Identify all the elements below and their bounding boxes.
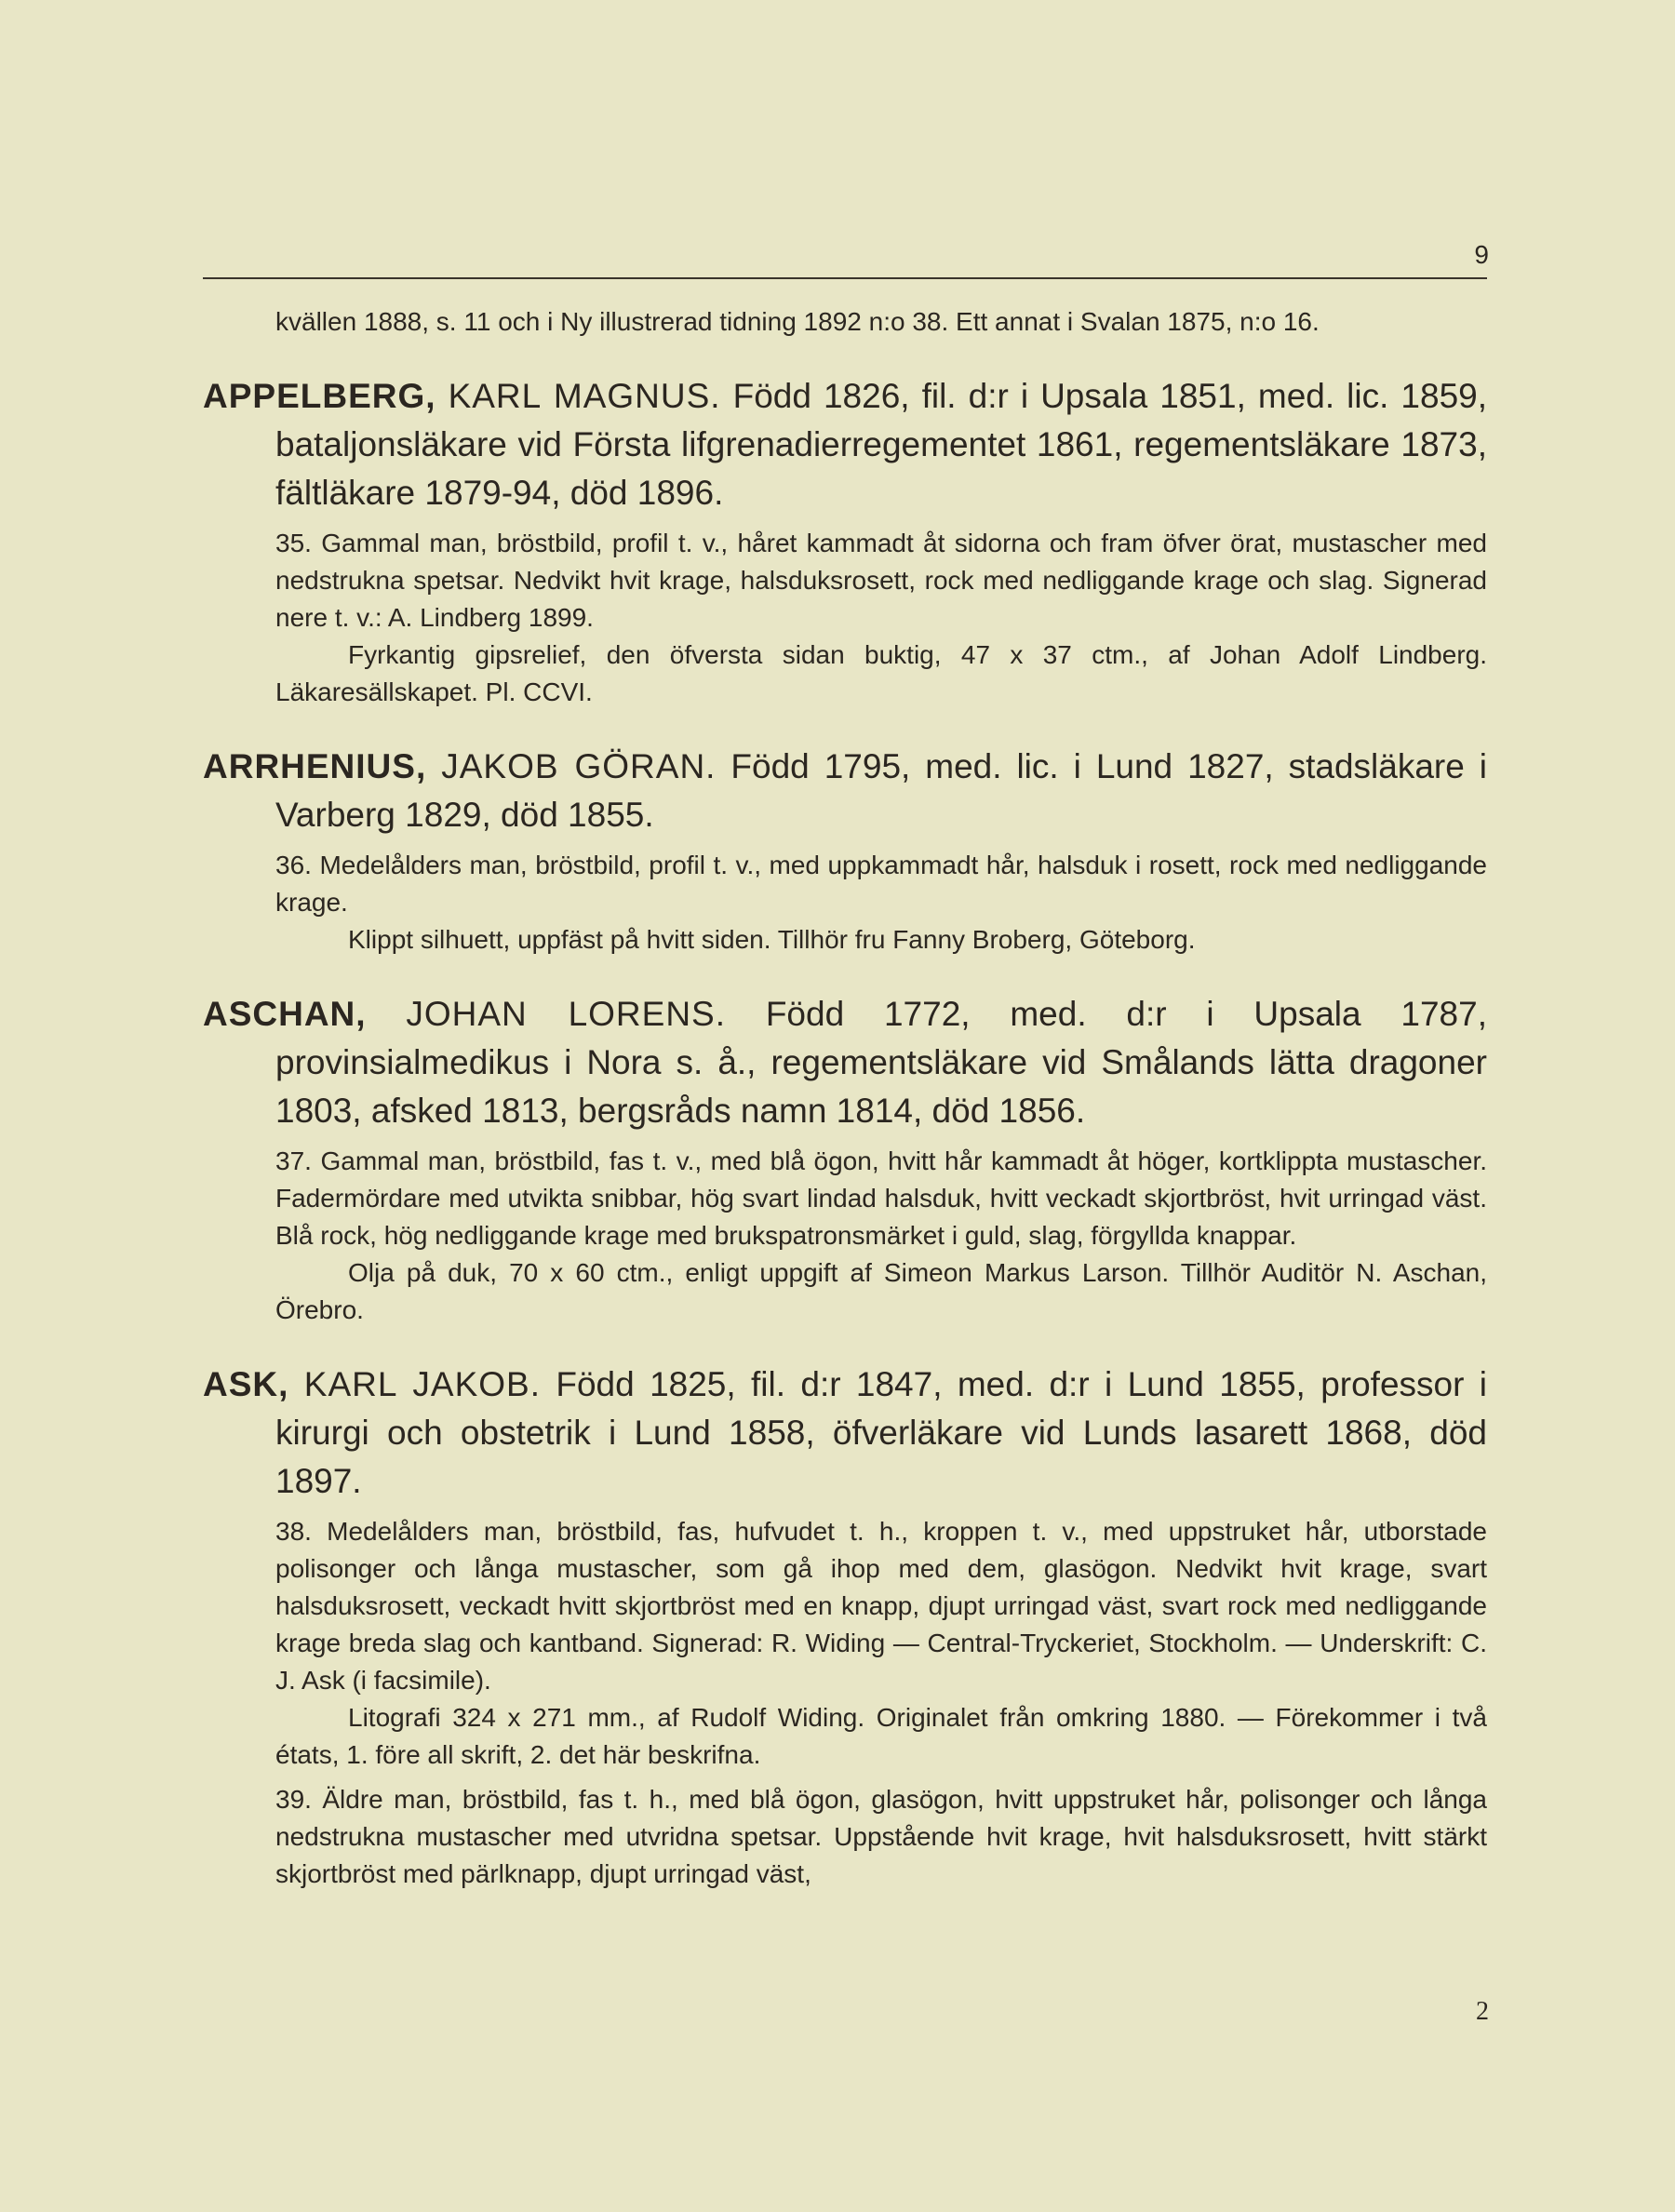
item-description: Gammal man, bröstbild, profil t. v., håret kammadt åt sidorna och fram öfver örat, mustascher med nedstrukna spetsar. Nedvikt hvit krage, halsduksrosett, rock med nedliggande krage och slag. Signerad nere t. v.: A. Lindberg 1899. — [275, 529, 1488, 632]
item-technique: Klippt silhuett, uppfäst på hvitt siden. Tillhör fru Fanny Broberg, Göteborg. — [348, 925, 1196, 954]
item-number: 35. — [275, 529, 312, 557]
entry-given-names: KARL JAKOB. — [303, 1365, 542, 1403]
entry-heading — [203, 1361, 1487, 1506]
entry-heading — [203, 743, 1487, 839]
item-technique: Litografi 324 x 271 mm., af Rudolf Widing. Originalet från omkring 1880. — Förekommer i två états, 1. före all skrift, 2. det här beskrifna. — [275, 1703, 1487, 1769]
entry-bio: Född 1825, fil. d:r 1847, med. d:r i Lund 1855, professor i kirurgi och obstetrik i Lund 1858, öfverläkare vid Lunds lasarett 1868, död 1897. — [275, 1365, 1488, 1500]
entry-given-names: JAKOB GÖRAN. — [441, 747, 717, 785]
catalogue-item — [203, 1513, 1487, 1699]
entry-bio: Född 1826, fil. d:r i Upsala 1851, med. lic. 1859, bataljonsläkare vid Första lifgrenadierregementet 1861, regementsläkare 1873, fältläkare 1879-94, död 1896. — [275, 377, 1488, 512]
catalogue-item — [203, 1143, 1487, 1254]
page-number: 9 — [1474, 240, 1489, 269]
entry-surname: APPELBERG, — [203, 377, 436, 415]
item-description: Äldre man, bröstbild, fas t. h., med blå ögon, glasögon, hvitt uppstruket hår, polisonger och långa nedstrukna mustascher med utvridna spetsar. Uppstående hvit krage, hvit halsduksrosett, hvitt stärkt skjortbröst med pärlknapp, djupt urringad väst, — [275, 1785, 1488, 1888]
signature-mark: 2 — [1476, 1997, 1489, 2026]
entry-heading — [203, 372, 1487, 517]
entry-surname: ARRHENIUS, — [203, 747, 427, 785]
item-technique: Olja på duk, 70 x 60 ctm., enligt uppgift af Simeon Markus Larson. Tillhör Auditör N. Aschan, Örebro. — [275, 1258, 1487, 1324]
entry-appelberg — [203, 372, 1487, 711]
header-rule — [203, 277, 1487, 279]
item-number: 38. — [275, 1517, 312, 1546]
entry-aschan — [203, 990, 1487, 1329]
item-description: Medelålders man, bröstbild, fas, hufvudet t. h., kroppen t. v., med uppstruket hår, utborstade polisonger och långa mustascher, som gå ihop med dem, glasögon. Nedvikt hvit krage, svart halsduksrosett, veckadt hvitt skjortbröst med en knapp, djupt urringad väst, svart rock med nedliggande krage breda slag och kantband. Signerad: R. Widing — Central-Tryckeriet, Stockholm. — Underskrift: C. J. Ask (i facsimile). — [275, 1517, 1487, 1695]
item-number: 36. — [275, 851, 312, 879]
entry-bio: Född 1772, med. d:r i Upsala 1787, provinsialmedikus i Nora s. å., regementsläkare vid Smålands lätta dragoner 1803, afsked 1813, bergsråds namn 1814, död 1856. — [275, 995, 1487, 1130]
item-description: Medelålders man, bröstbild, profil t. v., med uppkammadt hår, halsduk i rosett, rock med nedliggande krage. — [275, 851, 1487, 917]
entry-given-names: JOHAN LORENS. — [406, 995, 727, 1033]
entry-surname: ASK, — [203, 1365, 289, 1403]
entry-given-names: KARL MAGNUS. — [448, 377, 721, 415]
entry-ask — [203, 1361, 1487, 1893]
entry-arrhenius — [203, 743, 1487, 959]
item-number: 37. — [275, 1146, 312, 1175]
entry-bio: Född 1795, med. lic. i Lund 1827, stadsläkare i Varberg 1829, död 1855. — [275, 747, 1488, 834]
entry-heading — [203, 990, 1487, 1135]
item-description: Gammal man, bröstbild, fas t. v., med blå ögon, hvitt hår kammadt åt höger, kortklippta mustascher. Fadermördare med utvikta snibbar, hög svart lindad halsduk, hvitt veckadt skjortbröst, hvit urringad väst. Blå rock, hög nedliggande krage med brukspatronsmärket i guld, slag, förgyllda knappar. — [275, 1146, 1487, 1250]
item-technique: Fyrkantig gipsrelief, den öfversta sidan buktig, 47 x 37 ctm., af Johan Adolf Lindberg. Läkaresällskapet. Pl. CCVI. — [275, 640, 1487, 706]
catalogue-item — [203, 525, 1487, 637]
intro-paragraph: kvällen 1888, s. 11 och i Ny illustrerad tidning 1892 n:o 38. Ett annat i Svalan 1875, n:o 16. — [275, 307, 1320, 336]
catalogue-item — [203, 847, 1487, 921]
catalogue-item — [203, 1781, 1487, 1893]
entry-surname: ASCHAN, — [203, 995, 367, 1033]
item-number: 39. — [275, 1785, 312, 1814]
page-body — [203, 303, 1487, 1893]
